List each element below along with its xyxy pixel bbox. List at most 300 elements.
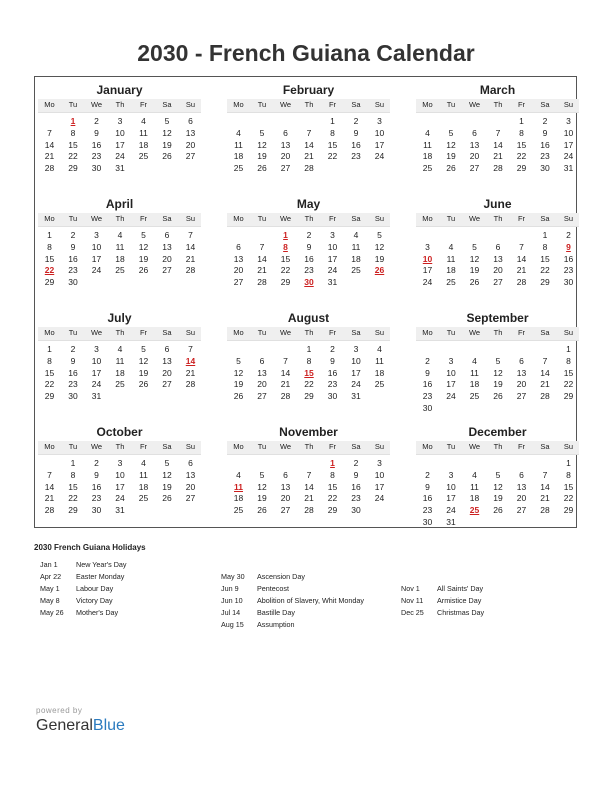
day-cell: 10 [563,127,574,138]
weekday-label: Tu [446,328,456,337]
holiday-name: Pentecost [257,584,289,593]
holiday-row [221,583,364,595]
day-cell: 1 [330,116,335,126]
day-cell: 16 [422,493,433,504]
day-cell: 19 [257,493,267,504]
day-cell: 12 [446,139,456,150]
day-cell: 13 [280,139,291,150]
day-cell: 9 [70,241,76,252]
day-cell: 8 [330,127,335,138]
weekday-label: Tu [68,100,78,109]
weekday-label: We [90,442,103,451]
day-cell: 18 [115,253,125,264]
day-cell: 6 [283,469,288,480]
day-cell: 21 [516,265,527,276]
day-cell: 24 [446,391,456,402]
day-cell: 13 [185,127,196,138]
weekday-label: Tu [257,442,267,451]
day-cell: 19 [138,367,149,378]
holiday-day-cell: 26 [374,265,385,276]
holiday-date: Jul 14 [221,608,241,617]
holiday-day-cell: 15 [304,367,314,378]
day-cell: 7 [47,469,52,480]
day-cell: 27 [185,493,196,504]
day-cell: 1 [47,344,52,354]
day-cell: 14 [44,481,55,492]
day-cell: 24 [91,265,102,276]
day-cell: 6 [164,344,170,354]
holiday-date: May 8 [40,596,60,605]
month-name: June [483,197,512,211]
month-name: March [479,83,516,97]
day-cell: 9 [425,367,430,378]
day-cell: 2 [306,230,312,240]
weekday-header [38,99,201,113]
holiday-name: Easter Monday [76,572,125,581]
day-cell: 20 [280,151,291,162]
day-cell: 23 [304,265,314,276]
weekday-header [38,213,201,227]
day-cell: 3 [425,241,430,252]
holiday-date: May 1 [40,584,60,593]
day-cell: 15 [280,253,291,264]
day-cell: 9 [70,355,76,366]
day-cell: 30 [68,391,78,402]
day-cell: 28 [185,265,196,276]
weekday-label: Mo [44,328,55,337]
day-cell: 29 [44,277,55,288]
day-cell: 5 [259,469,265,480]
weekday-label: Fr [328,328,337,337]
weekday-label: Th [493,100,503,109]
month-name: December [468,425,527,439]
day-cell: 30 [422,517,433,527]
day-cell: 16 [68,253,78,264]
holiday-name: Abolition of Slavery, Whit Monday [257,596,364,605]
day-cell: 1 [566,344,571,354]
day-cell: 18 [138,139,149,150]
weekday-label: We [279,100,292,109]
day-cell: 22 [327,151,338,162]
day-cell: 29 [516,163,527,174]
day-cell: 12 [257,139,267,150]
day-cell: 19 [446,151,456,162]
day-cell: 11 [470,367,479,378]
weekday-label: Fr [328,100,337,109]
day-cell: 28 [540,391,550,402]
weekday-label: Mo [422,100,433,109]
day-cell: 12 [493,367,503,378]
weekday-header [416,99,579,113]
day-cell: 3 [353,344,359,354]
weekday-header [416,327,579,341]
day-cell: 16 [563,253,574,264]
page-title: 2030 - French Guiana Calendar [137,40,475,66]
holiday-day-cell: 25 [469,505,480,516]
holiday-day-cell: 9 [566,241,571,252]
weekday-label: Th [493,328,503,337]
day-cell: 26 [493,391,503,402]
day-cell: 30 [540,163,550,174]
day-cell: 9 [94,469,99,480]
day-cell: 16 [91,139,102,150]
weekday-label: Tu [446,214,456,223]
day-cell: 27 [493,277,503,288]
day-cell: 13 [162,355,172,366]
day-cell: 2 [94,116,99,126]
day-cell: 5 [164,116,170,126]
day-cell: 2 [353,116,359,126]
day-cell: 7 [495,127,501,138]
day-cell: 29 [68,163,78,174]
holiday-date: Aug 15 [221,620,244,629]
day-cell: 22 [540,265,550,276]
day-cell: 8 [47,241,52,252]
weekday-label: We [468,442,481,451]
day-cell: 3 [448,355,454,366]
day-cell: 26 [469,277,480,288]
holiday-day-cell: 30 [304,277,314,288]
weekday-label: Fr [139,214,148,223]
day-cell: 10 [446,481,456,492]
day-cell: 27 [280,505,291,516]
day-cell: 15 [68,481,78,492]
day-cell: 25 [115,379,125,390]
weekday-label: Su [563,100,574,109]
day-cell: 13 [162,241,172,252]
generalblue-logo[interactable] [36,717,125,735]
day-cell: 15 [44,367,55,378]
day-cell: 4 [425,127,430,138]
day-cell: 20 [257,379,267,390]
day-cell: 9 [353,127,359,138]
weekday-label: Sa [162,214,172,223]
day-cell: 20 [162,367,172,378]
weekday-label: Mo [233,328,244,337]
weekday-label: Th [304,214,314,223]
weekday-label: We [279,442,292,451]
day-cell: 11 [115,355,125,366]
day-cell: 11 [375,355,384,366]
holiday-day-cell: 22 [44,265,55,276]
day-cell: 31 [563,163,574,174]
day-cell: 24 [327,265,338,276]
day-cell: 25 [351,265,361,276]
day-cell: 21 [304,493,314,504]
day-cell: 19 [233,379,244,390]
holiday-row [221,595,364,607]
day-cell: 17 [115,481,125,492]
day-cell: 18 [446,265,456,276]
weekday-label: Mo [44,100,55,109]
holiday-date: Jun 9 [221,584,239,593]
day-cell: 26 [257,163,267,174]
day-cell: 27 [280,163,291,174]
holiday-date: Jun 10 [221,596,243,605]
day-cell: 22 [280,265,291,276]
day-cell: 23 [351,493,361,504]
day-cell: 25 [422,163,433,174]
day-cell: 1 [566,458,571,468]
day-cell: 14 [540,367,550,378]
day-cell: 17 [446,493,456,504]
weekday-label: Su [374,442,385,451]
weekday-label: Sa [162,328,172,337]
day-cell: 3 [330,230,335,240]
day-cell: 19 [493,493,503,504]
day-cell: 10 [115,127,125,138]
day-cell: 6 [236,241,241,252]
day-cell: 4 [236,469,241,480]
day-cell: 22 [563,493,574,504]
day-cell: 21 [185,367,196,378]
weekday-label: Fr [517,100,526,109]
weekday-label: We [90,328,103,337]
day-cell: 25 [233,505,244,516]
holiday-day-cell: 11 [234,481,243,492]
weekday-label: Su [185,442,196,451]
day-cell: 12 [493,481,503,492]
day-cell: 21 [257,265,267,276]
holiday-row [401,607,484,619]
holiday-name: New Year's Day [76,560,127,569]
day-cell: 11 [470,481,479,492]
holiday-date: Jan 1 [40,560,58,569]
holiday-date: May 26 [40,608,64,617]
weekday-label: Su [374,214,385,223]
day-cell: 23 [91,151,102,162]
day-cell: 30 [327,391,338,402]
month-name: February [282,83,335,97]
day-cell: 2 [70,230,76,240]
day-cell: 10 [351,355,361,366]
holiday-date: Nov 11 [401,596,424,605]
month-name: April [105,197,134,211]
day-cell: 6 [188,116,193,126]
holiday-name: Bastille Day [257,608,295,617]
day-cell: 2 [70,344,76,354]
day-cell: 16 [68,367,78,378]
month-name: July [107,311,132,325]
day-cell: 24 [91,379,102,390]
day-cell: 17 [115,139,125,150]
day-cell: 24 [563,151,574,162]
day-cell: 15 [563,367,574,378]
day-cell: 28 [304,163,314,174]
weekday-label: Th [493,442,503,451]
day-cell: 14 [280,367,291,378]
day-cell: 24 [351,379,361,390]
weekday-label: We [90,100,103,109]
day-cell: 8 [542,241,548,252]
weekday-label: Th [115,100,125,109]
day-cell: 26 [446,163,456,174]
weekday-label: We [279,328,292,337]
day-cell: 8 [519,127,524,138]
day-cell: 28 [185,379,196,390]
day-cell: 2 [542,116,548,126]
day-cell: 14 [493,139,503,150]
day-cell: 19 [138,253,149,264]
day-cell: 13 [469,139,480,150]
day-cell: 19 [257,151,267,162]
weekday-label: We [468,100,481,109]
day-cell: 29 [68,505,78,516]
day-cell: 8 [330,469,335,480]
weekday-label: Tu [446,100,456,109]
day-cell: 24 [374,493,385,504]
holiday-name: Victory Day [76,596,113,605]
holiday-day-cell: 14 [185,355,196,366]
weekday-header [38,441,201,455]
day-cell: 27 [162,265,172,276]
day-cell: 31 [115,163,125,174]
weekday-label: Th [115,328,125,337]
weekday-label: Su [185,100,196,109]
day-cell: 6 [188,458,193,468]
holiday-row [401,583,484,595]
day-cell: 23 [68,379,78,390]
weekday-label: Sa [162,100,172,109]
day-cell: 29 [540,277,550,288]
day-cell: 31 [351,391,361,402]
day-cell: 9 [542,127,548,138]
day-cell: 28 [304,505,314,516]
day-cell: 4 [353,230,359,240]
day-cell: 16 [422,379,433,390]
weekday-label: Sa [540,214,550,223]
day-cell: 29 [563,391,574,402]
day-cell: 10 [374,127,385,138]
holiday-date: Dec 25 [401,608,424,617]
holiday-name: Armistice Day [437,596,482,605]
day-cell: 5 [377,230,382,240]
day-cell: 19 [493,379,503,390]
day-cell: 10 [91,241,102,252]
day-cell: 28 [493,163,503,174]
day-cell: 20 [162,253,172,264]
day-cell: 17 [374,481,385,492]
day-cell: 6 [519,355,524,366]
day-cell: 21 [280,379,291,390]
weekday-label: Su [563,328,574,337]
day-cell: 18 [469,379,480,390]
weekday-label: We [468,214,481,223]
day-cell: 14 [304,481,314,492]
day-cell: 23 [327,379,338,390]
weekday-label: Tu [68,442,78,451]
weekday-label: Su [185,214,196,223]
powered-by-text: powered by [36,706,83,715]
day-cell: 8 [306,355,312,366]
day-cell: 20 [280,493,291,504]
day-cell: 26 [257,505,267,516]
weekday-label: Sa [540,442,550,451]
day-cell: 12 [138,355,149,366]
holiday-column-3 [401,583,484,619]
day-cell: 17 [91,253,102,264]
day-cell: 20 [233,265,244,276]
weekday-label: Mo [44,214,55,223]
day-cell: 28 [44,163,55,174]
day-cell: 4 [141,458,146,468]
holiday-day-cell: 1 [283,230,288,240]
day-cell: 15 [563,481,574,492]
day-cell: 1 [47,230,52,240]
day-cell: 22 [304,379,314,390]
holiday-row [40,559,127,571]
day-cell: 23 [422,391,433,402]
day-cell: 5 [448,127,454,138]
day-cell: 12 [374,241,385,252]
weekday-label: Tu [257,100,267,109]
day-cell: 9 [425,481,430,492]
day-cell: 10 [446,367,456,378]
day-cell: 27 [162,379,172,390]
weekday-label: Th [115,442,125,451]
day-cell: 20 [185,139,196,150]
day-cell: 15 [327,481,338,492]
day-cell: 18 [351,253,361,264]
weekday-label: Mo [233,100,244,109]
weekday-label: Tu [257,214,267,223]
day-cell: 4 [472,469,477,480]
calendar-frame [34,76,577,528]
day-cell: 9 [94,127,99,138]
weekday-label: Th [304,442,314,451]
month-name: September [466,311,529,325]
day-cell: 21 [44,493,55,504]
weekday-label: Fr [517,328,526,337]
day-cell: 18 [469,493,480,504]
weekday-label: Tu [257,328,267,337]
weekday-header [227,99,390,113]
day-cell: 5 [495,355,501,366]
day-cell: 25 [138,151,149,162]
day-cell: 5 [495,469,501,480]
day-cell: 1 [519,116,524,126]
holiday-day-cell: 10 [422,253,433,264]
day-cell: 25 [138,493,149,504]
day-cell: 11 [351,241,361,252]
brand-blue: Blue [92,717,125,734]
day-cell: 31 [327,277,338,288]
weekday-label: We [468,328,481,337]
day-cell: 8 [566,469,571,480]
holiday-day-cell: 1 [70,116,76,126]
day-cell: 25 [469,391,480,402]
day-cell: 17 [374,139,385,150]
day-cell: 12 [233,367,244,378]
weekday-header [416,441,579,455]
day-cell: 31 [446,517,456,527]
weekday-label: Sa [162,442,172,451]
day-cell: 4 [141,116,146,126]
day-cell: 16 [91,481,102,492]
day-cell: 17 [327,253,338,264]
day-cell: 30 [351,505,361,516]
day-cell: 15 [68,139,78,150]
day-cell: 27 [516,505,527,516]
day-cell: 8 [47,355,52,366]
holiday-name: Mother's Day [76,608,119,617]
weekday-label: Tu [68,328,78,337]
day-cell: 4 [377,344,382,354]
holiday-date: May 30 [221,572,245,581]
day-cell: 3 [448,469,454,480]
weekday-label: Fr [517,214,526,223]
day-cell: 6 [472,127,477,138]
